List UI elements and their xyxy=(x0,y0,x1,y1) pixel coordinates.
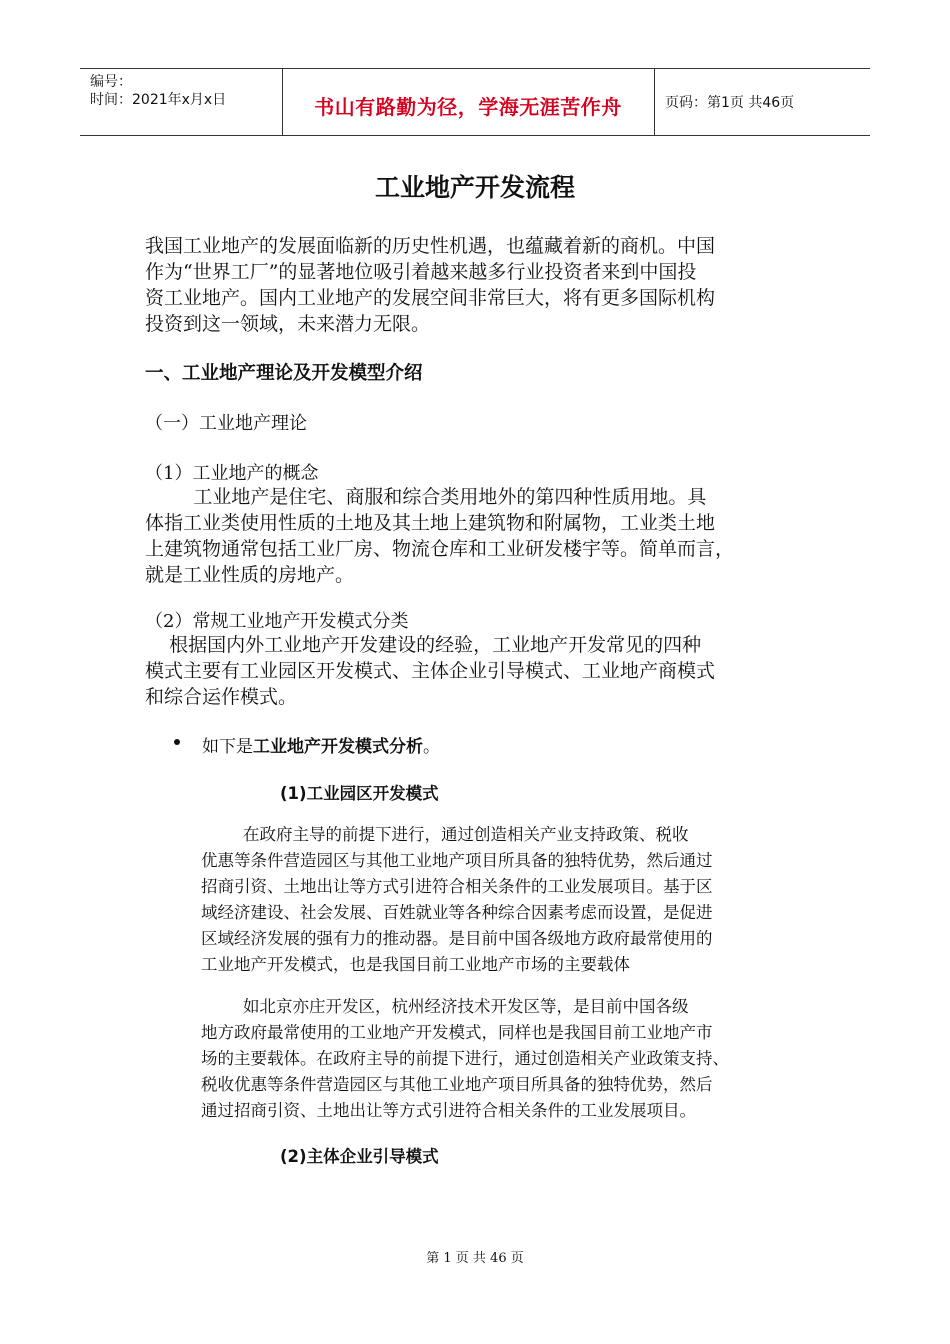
document-header xyxy=(80,68,870,136)
modes-line: 根据国内外工业地产开发建设的经验，工业地产开发常见的四种 xyxy=(145,634,702,656)
header-motto-cell xyxy=(282,69,655,135)
mode1-line: 场的主要载体。在政府主导的前提下进行，通过创造相关产业政策支持、 xyxy=(201,1049,729,1068)
mode1-line: 域经济建设、社会发展、百姓就业等各种综合因素考虑而设置，是促进 xyxy=(201,903,713,922)
concept-line: 工业地产是住宅、商服和综合类用地外的第四种性质用地。具 xyxy=(145,486,707,508)
page-footer: 第 1 页 共 46 页 xyxy=(426,1251,524,1266)
mode1-paragraph-2 xyxy=(201,994,821,1124)
concept-line: 上建筑物通常包括工业厂房、物流仓库和工业研发楼宇等。简单而言， xyxy=(145,538,735,560)
mode1-line: 区域经济发展的强有力的推动器。是目前中国各级地方政府最常使用的 xyxy=(201,929,713,948)
intro-line: 作为“世界工厂”的显著地位吸引着越来越多行业投资者来到中国投 xyxy=(145,261,697,283)
item-heading-modes: （2）常规工业地产开发模式分类 xyxy=(145,611,409,632)
bullet-text xyxy=(202,732,440,757)
mode1-line: 优惠等条件营造园区与其他工业地产项目所具备的独特优势，然后通过 xyxy=(201,851,713,870)
header-motto: 书山有路勤为径，学海无涯苦作舟 xyxy=(314,95,622,119)
mode1-line: 如北京亦庄开发区，杭州经济技术开发区等，是目前中国各级 xyxy=(201,997,689,1016)
modes-paragraph xyxy=(145,632,805,710)
bullet-prefix: 如下是 xyxy=(202,737,253,757)
concept-line: 体指工业类使用性质的土地及其土地上建筑物和附属物，工业类土地 xyxy=(145,512,716,534)
subsection-heading: （一）工业地产理论 xyxy=(145,413,307,434)
document-number-label: 编号： xyxy=(90,74,132,90)
mode1-line: 通过招商引资、土地出让等方式引进符合相关条件的工业发展项目。 xyxy=(201,1101,696,1120)
modes-line: 模式主要有工业园区开发模式、主体企业引导模式、工业地产商模式 xyxy=(145,660,716,682)
concept-line: 就是工业性质的房地产。 xyxy=(145,564,355,586)
bullet-dot-icon xyxy=(174,739,180,745)
header-page-info: 页码：第1页 共46页 xyxy=(665,95,795,111)
mode1-line: 税收优惠等条件营造园区与其他工业地产项目所具备的独特优势，然后 xyxy=(201,1075,713,1094)
intro-line: 我国工业地产的发展面临新的历史性机遇，也蕴藏着新的商机。中国 xyxy=(145,235,716,257)
mode1-line: 招商引资、土地出让等方式引进符合相关条件的工业发展项目。基于区 xyxy=(201,877,713,896)
intro-line: 资工业地产。国内工业地产的发展空间非常巨大，将有更多国际机构 xyxy=(145,287,716,309)
mode1-line: 地方政府最常使用的工业地产开发模式，同样也是我国目前工业地产市 xyxy=(201,1023,713,1042)
mode1-paragraph-1 xyxy=(201,822,821,978)
intro-paragraph xyxy=(145,233,795,337)
bullet-suffix: 。 xyxy=(423,737,440,757)
mode1-line: 工业地产开发模式，也是我国目前工业地产市场的主要载体 xyxy=(201,955,630,974)
modes-line: 和综合运作模式。 xyxy=(145,686,298,708)
item-heading-concept: （1）工业地产的概念 xyxy=(145,463,319,484)
mode2-heading: (2)主体企业引导模式 xyxy=(280,1147,439,1166)
document-title: 工业地产开发流程 xyxy=(374,173,575,202)
document-time-label: 时间：2021年x月x日 xyxy=(90,92,227,108)
bullet-bold-text: 工业地产开发模式分析 xyxy=(253,737,423,757)
mode1-line: 在政府主导的前提下进行，通过创造相关产业支持政策、税收 xyxy=(201,825,689,844)
concept-paragraph xyxy=(145,484,805,588)
header-page-cell xyxy=(655,69,870,135)
intro-line: 投资到这一领域，未来潜力无限。 xyxy=(145,313,431,335)
mode1-heading: (1)工业园区开发模式 xyxy=(280,784,439,803)
section-heading: 一、工业地产理论及开发模型介绍 xyxy=(145,363,423,384)
header-meta-cell xyxy=(80,69,283,135)
